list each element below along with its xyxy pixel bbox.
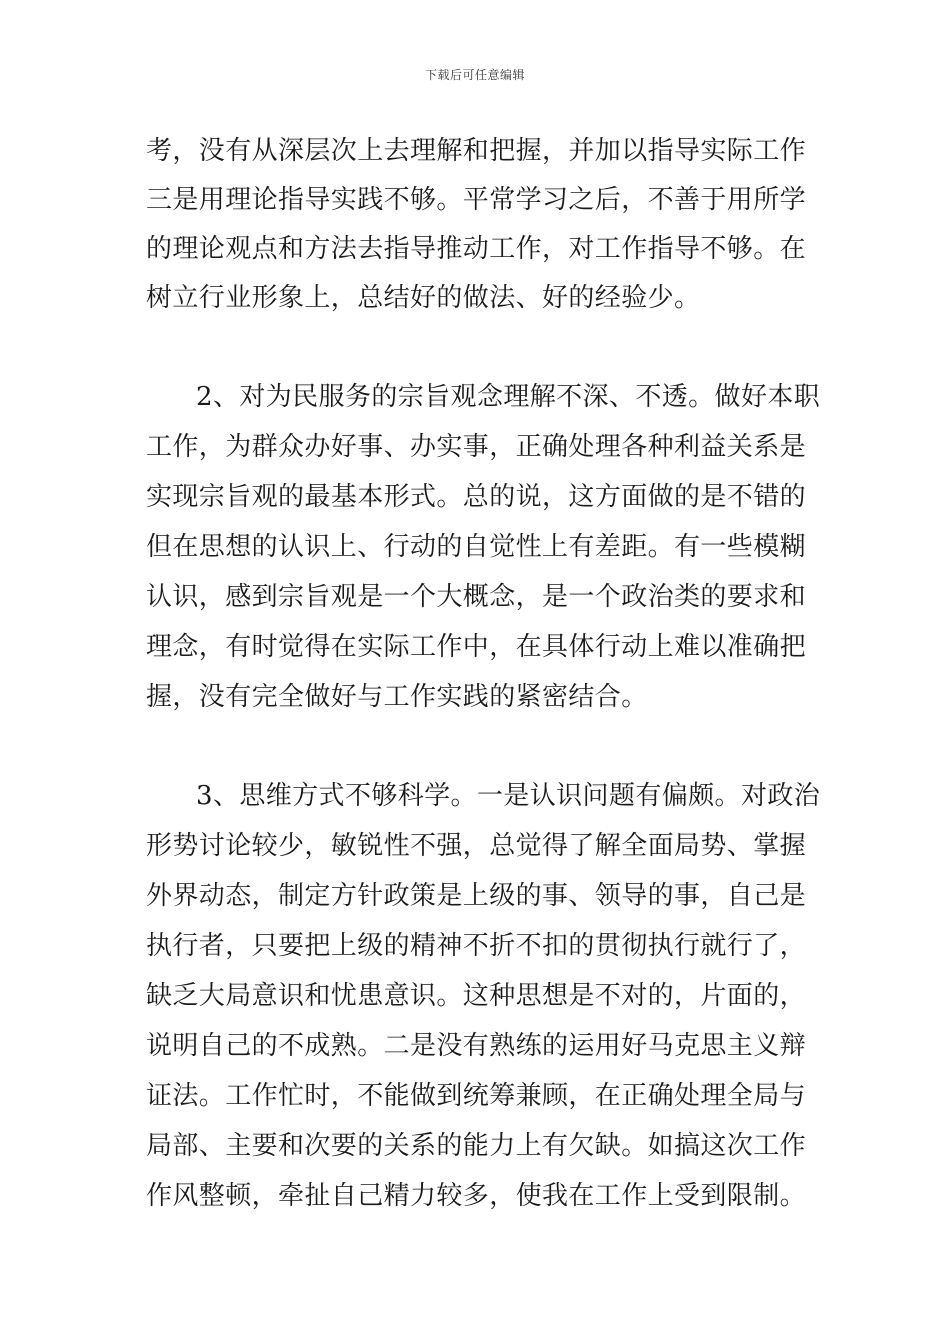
- text-line: 局部、主要和次要的关系的能力上有欠缺。如搞这次工作: [146, 1131, 807, 1161]
- text-line: 形势讨论较少，敏锐性不强，总觉得了解全面局势、掌握: [146, 831, 807, 861]
- text-line: 但在思想的认识上、行动的自觉性上有差距。有一些模糊: [146, 532, 807, 562]
- text-line: 实现宗旨观的最基本形式。总的说，这方面做的是不错的: [146, 482, 807, 512]
- text-line: 理念，有时觉得在实际工作中，在具体行动上难以准确把: [146, 632, 807, 662]
- text-line: 树立行业形象上，总结好的做法、好的经验少。: [146, 283, 701, 313]
- text-line: 外界动态，制定方针政策是上级的事、领导的事，自己是: [146, 881, 807, 911]
- text-line: 的理论观点和方法去指导推动工作，对工作指导不够。在: [146, 234, 807, 264]
- text-line: 缺乏大局意识和忧患意识。这种思想是不对的，片面的，: [146, 981, 807, 1011]
- page-header: 下载后可任意编辑: [424, 68, 525, 82]
- text-line: 握，没有完全做好与工作实践的紧密结合。: [146, 682, 648, 712]
- text-line: 证法。工作忙时，不能做到统筹兼顾，在正确处理全局与: [146, 1081, 807, 1111]
- text-line: 3、思维方式不够科学。一是认识问题有偏颇。对政治: [196, 781, 821, 811]
- text-line: 2、对为民服务的宗旨观念理解不深、不透。做好本职: [196, 382, 821, 412]
- text-line: 认识，感到宗旨观是一个大概念，是一个政治类的要求和: [146, 582, 807, 612]
- text-line: 执行者，只要把上级的精神不折不扣的贯彻执行就行了，: [146, 931, 807, 961]
- text-line: 工作，为群众办好事、办实事，正确处理各种利益关系是: [146, 432, 807, 462]
- text-line: 说明自己的不成熟。二是没有熟练的运用好马克思主义辩: [146, 1031, 807, 1061]
- text-line: 考，没有从深层次上去理解和把握，并加以指导实际工作: [146, 136, 807, 166]
- text-line: 作风整顿，牵扯自己精力较多，使我在工作上受到限制。: [146, 1181, 807, 1211]
- text-line: 三是用理论指导实践不够。平常学习之后，不善于用所学: [146, 185, 807, 215]
